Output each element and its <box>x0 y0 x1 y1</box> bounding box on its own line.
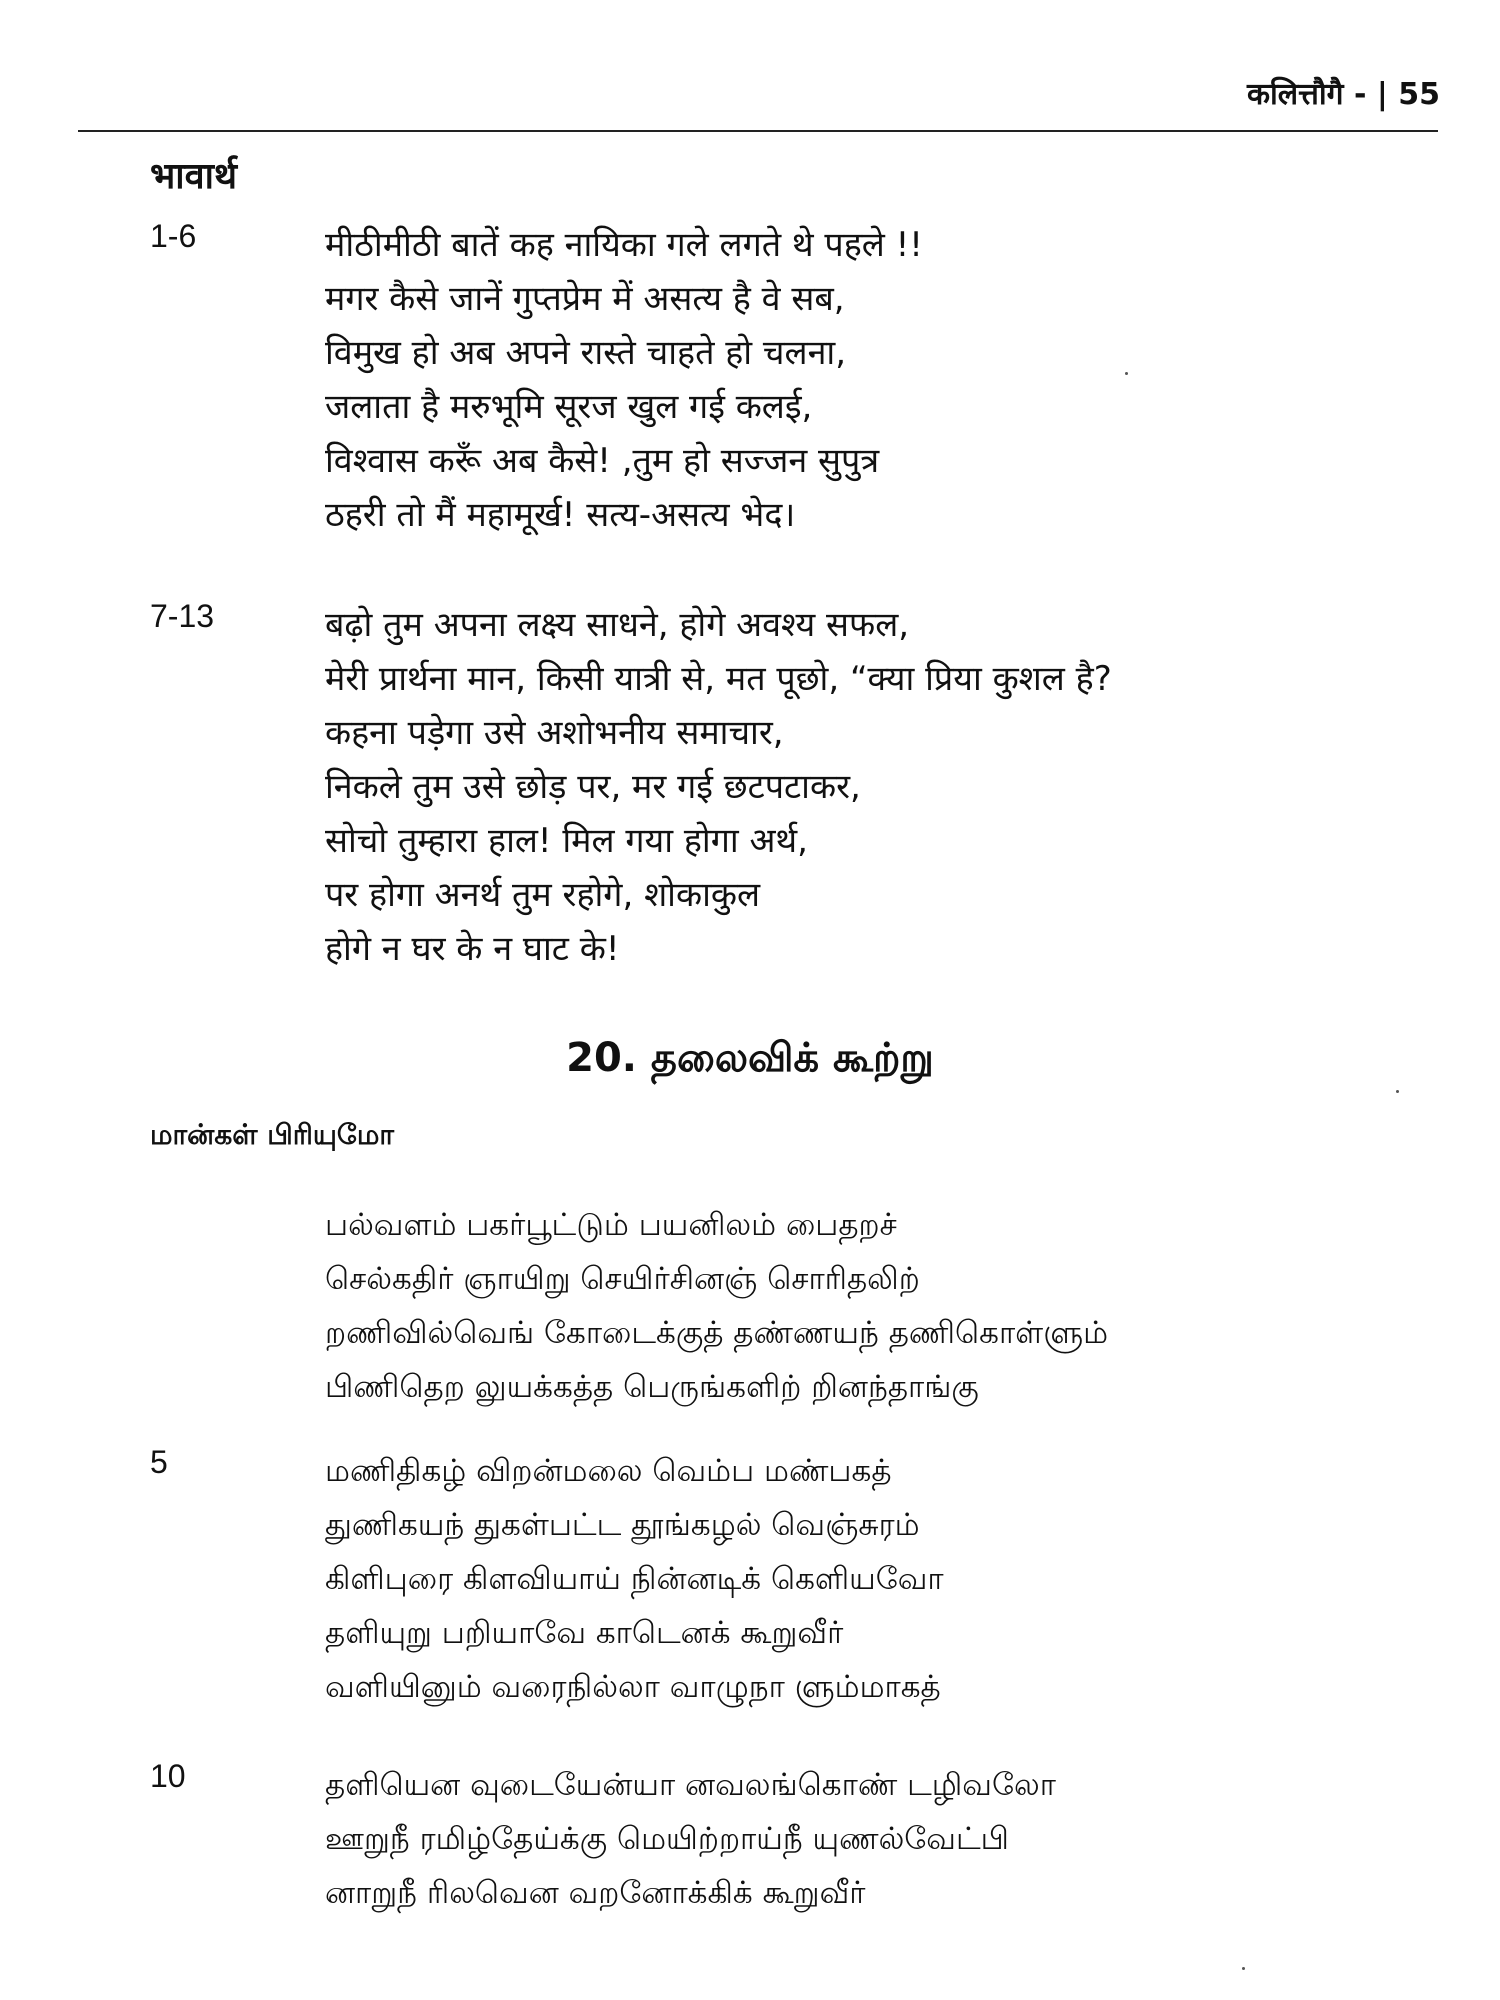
verse-line: பிணிதெற லுயக்கத்த பெருங்களிற் றினந்தாங்கு <box>325 1369 979 1405</box>
verse-line: मीठीमीठी बातें कह नायिका गले लगते थे पहले !! <box>325 225 923 265</box>
verse-line: सोचो तुम्हारा हाल! मिल गया होगा अर्थ, <box>325 821 808 861</box>
bhavarth-heading: भावार्थ <box>150 156 237 197</box>
header-rule <box>78 130 1438 132</box>
verse-line: பல்வளம் பகர்பூட்டும் பயனிலம் பைதறச் <box>325 1207 897 1243</box>
stanza-number: 5 <box>150 1444 168 1480</box>
verse-line: மணிதிகழ் விறன்மலை வெம்ப மண்பகத் <box>325 1453 892 1489</box>
verse-line: विमुख हो अब अपने रास्ते चाहते हो चलना, <box>325 333 847 373</box>
running-head-page-number: कलित्तौगै - | 55 <box>1246 77 1440 112</box>
verse-line: मगर कैसे जानें गुप्तप्रेम में असत्य है वे सब, <box>325 279 845 319</box>
verse-line: கிளிபுரை கிளவியாய் நின்னடிக் கெளியவோ <box>325 1561 944 1597</box>
verse-line: தளியுறு பறியாவே காடெனக் கூறுவீர் <box>325 1615 844 1651</box>
stanza-number: 1-6 <box>150 218 197 254</box>
stanza-number: 7-13 <box>150 598 215 634</box>
scan-speck <box>1242 1967 1245 1970</box>
verse-line: मेरी प्रार्थना मान, किसी यात्री से, मत पूछो, “क्या प्रिया कुशल है? <box>325 659 1112 699</box>
verse-line: ठहरी तो मैं महामूर्ख! सत्य-असत्य भेद। <box>325 495 796 535</box>
verse-line: துணிகயந் துகள்பட்ட தூங்கழல் வெஞ்சுரம் <box>325 1507 920 1543</box>
verse-line: बढ़ो तुम अपना लक्ष्य साधने, होगे अवश्य सफल, <box>325 605 910 645</box>
verse-line: कहना पड़ेगा उसे अशोभनीय समाचार, <box>325 713 784 753</box>
scan-speck <box>1396 1090 1399 1093</box>
verse-line: होगे न घर के न घाट के! <box>325 929 620 969</box>
verse-line: வளியினும் வரைநில்லா வாழுநா ளும்மாகத் <box>325 1669 941 1705</box>
stanza-lines <box>325 1444 944 1714</box>
verse-line: னாறுநீ ரிலவென வறனோக்கிக் கூறுவீர் <box>325 1875 866 1911</box>
stanza-lines <box>325 1198 1108 1414</box>
stanza-lines <box>325 1758 1056 1920</box>
verse-line: निकले तुम उसे छोड़ पर, मर गई छटपटाकर, <box>325 767 861 807</box>
stanza-lines <box>325 218 923 542</box>
section-subheading: மான்கள் பிரியுமோ <box>150 1118 394 1151</box>
verse-line: றணிவில்வெங் கோடைக்குத் தண்ணயந் தணிகொள்ளும் <box>325 1315 1109 1351</box>
scan-speck <box>1125 372 1128 375</box>
section-title: 20. தலைவிக் கூற்று <box>566 1035 934 1081</box>
verse-line: जलाता है मरुभूमि सूरज खुल गई कलई, <box>325 387 813 427</box>
verse-line: ஊறுநீ ரமிழ்தேய்க்கு மெயிற்றாய்நீ யுணல்வேட்பி <box>325 1821 1009 1857</box>
verse-line: विश्वास करूँ अब कैसे! ,तुम हो सज्जन सुपुत्र <box>325 441 880 481</box>
verse-line: पर होगा अनर्थ तुम रहोगे, शोकाकुल <box>325 875 761 915</box>
verse-line: செல்கதிர் ஞாயிறு செயிர்சினஞ் சொரிதலிற் <box>325 1261 920 1297</box>
stanza-lines <box>325 598 1112 976</box>
verse-line: தளியென வுடையேன்யா னவலங்கொண் டழிவலோ <box>325 1767 1056 1803</box>
stanza-number: 10 <box>150 1758 186 1794</box>
